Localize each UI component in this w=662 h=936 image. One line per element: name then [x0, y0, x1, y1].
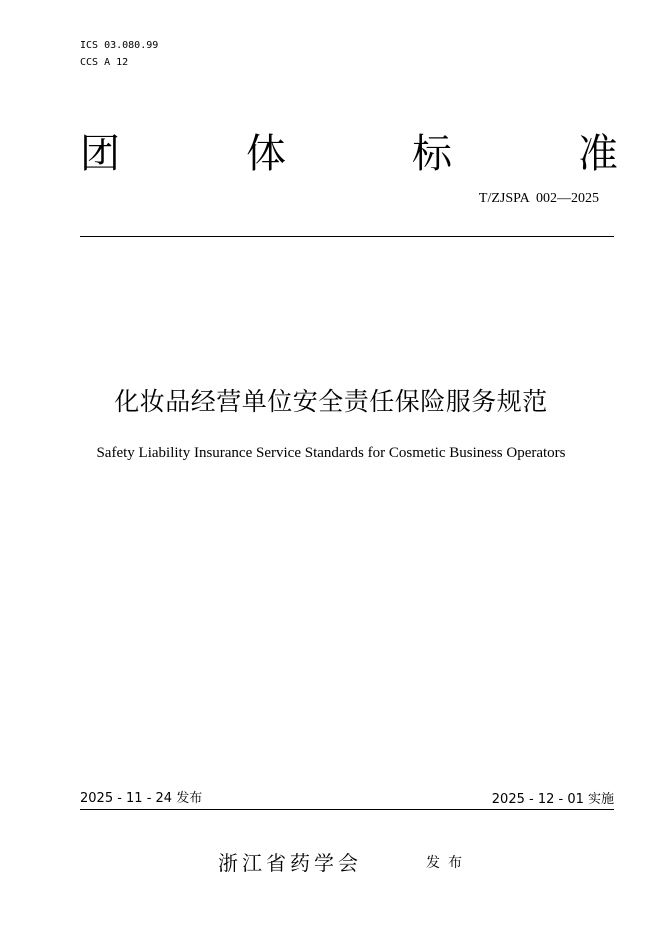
publish-date: 2025 - 11 - 24 发布 — [80, 791, 203, 806]
publish-label: 发布 — [426, 855, 470, 871]
standard-type-heading — [80, 128, 618, 180]
standard-type-char: 体 — [246, 131, 286, 177]
implementation-date: 2025 - 12 - 01 实施 — [491, 792, 614, 807]
footer-divider — [80, 809, 614, 810]
publisher-name: 浙江省药学会 — [218, 851, 362, 875]
standard-type-char: 标 — [412, 131, 452, 177]
ics-code: ICS 03.080.99 — [80, 40, 159, 51]
ccs-code: CCS A 12 — [80, 57, 129, 68]
standard-type-char: 准 — [578, 131, 618, 177]
standard-type-char: 团 — [80, 131, 120, 177]
document-title-chinese: 化妆品经营单位安全责任保险服务规范 — [114, 387, 548, 416]
document-title-english: Safety Liability Insurance Service Standards for Cosmetic Business Operators — [96, 445, 566, 461]
standard-number: T/ZJSPA 002—2025 — [478, 191, 599, 206]
classification-codes — [80, 37, 158, 71]
header-divider — [80, 236, 614, 237]
